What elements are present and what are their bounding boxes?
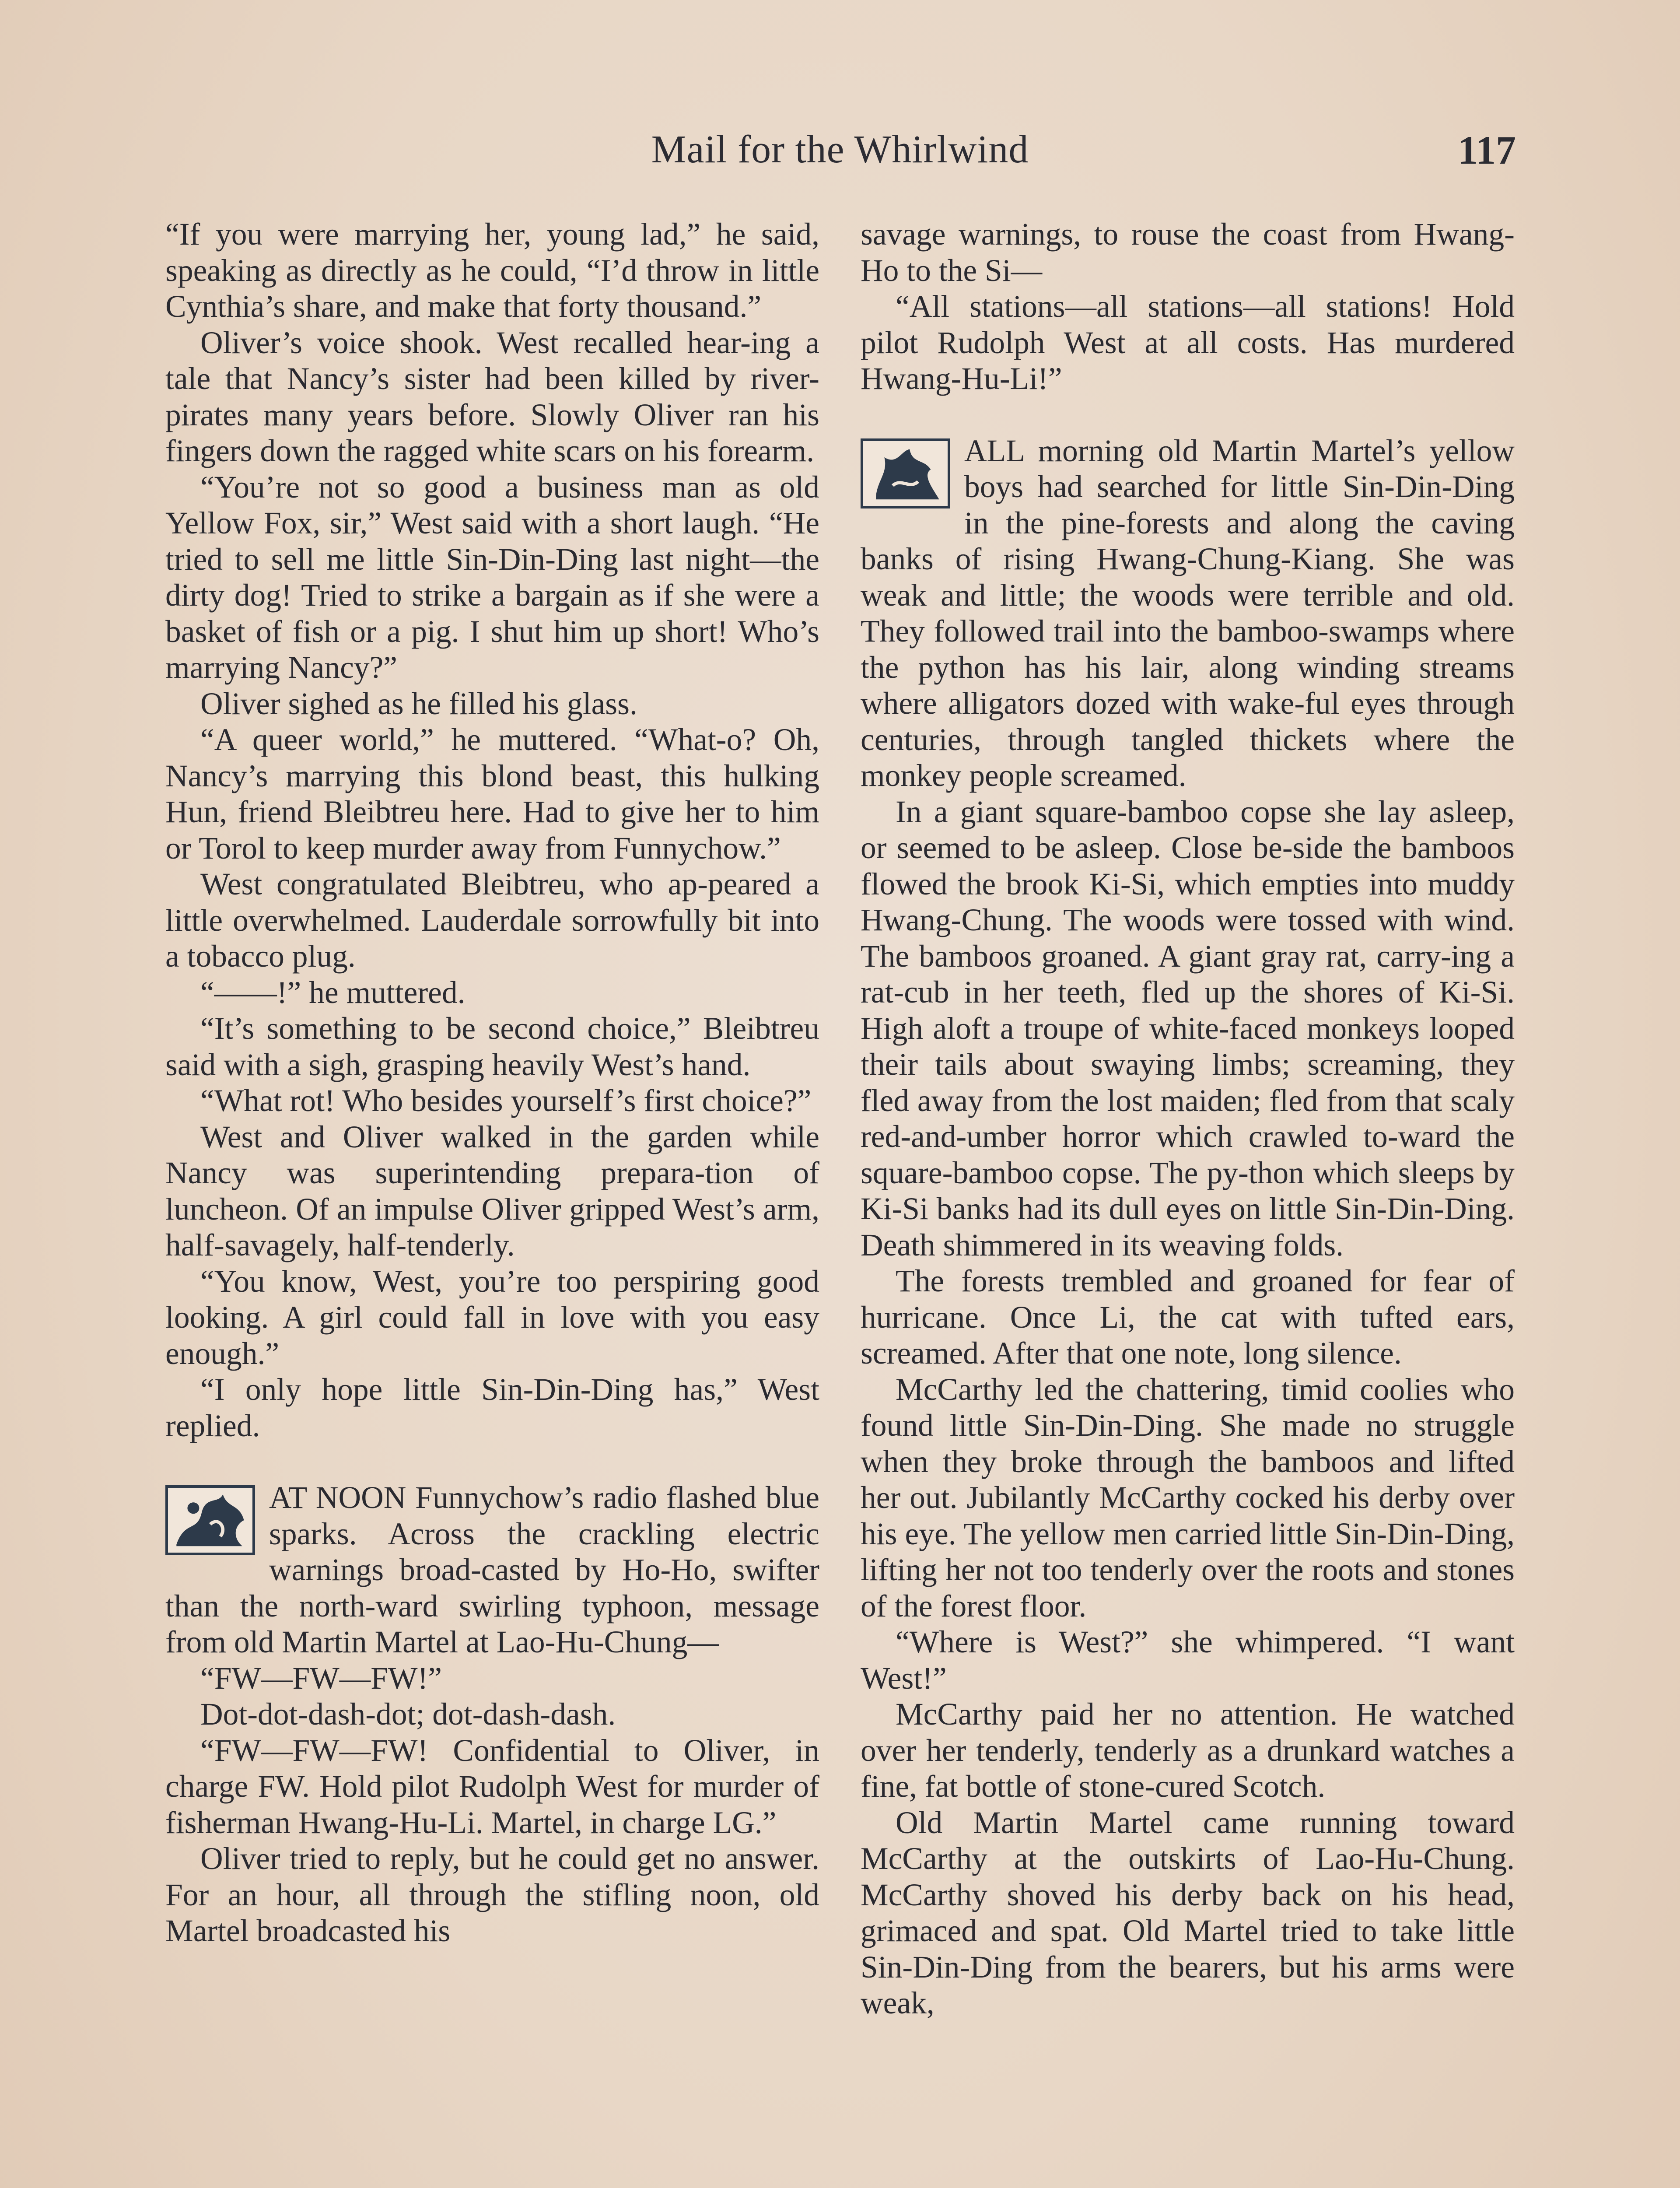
paragraph: “A queer world,” he muttered. “What-o? Oh, Nancy’s marrying this blond beast, this hulking Hun, friend Bleibtreu here. Had to give her to him or Torol to keep murder away from Funnychow.” [165,722,819,866]
paragraph: “FW—FW—FW!” [200,1661,442,1696]
ornament-dropcap-icon [165,1485,255,1555]
paragraph: McCarthy paid her no attention. He watched over her tenderly, tenderly as a drunkard watches a fine, fat bottle of stone-cured Scotch. [861,1697,1515,1804]
paragraph: Old Martin Martel came running toward McCarthy at the outskirts of Lao-Hu-Chung. McCarthy shoved his derby back on his head, grimaced and spat. Old Martel tried to take little Sin-Din-Ding from the bearers, but his arms were weak, [861,1805,1515,2020]
paragraph: Oliver’s voice shook. West recalled hear-ing a tale that Nancy’s sister had been killed by river-pirates many years before. Slowly Oliver ran his fingers down the ragged white scars on his forearm. [165,325,819,468]
paragraph: “I only hope little Sin-Din-Ding has,” West replied. [165,1372,819,1443]
paragraph: “If you were marrying her, young lad,” he said, speaking as directly as he could, “I’d throw in little Cynthia’s share, and make that forty thousand.” [165,217,819,324]
right-column [861,217,1515,2022]
paragraph: Oliver tried to reply, but he could get no answer. For an hour, all through the stifling noon, old Martel broadcasted his [165,1841,819,1948]
section-break [165,1444,819,1480]
dropcap-paragraph [861,433,1515,794]
paragraph: “Where is West?” she whimpered. “I want West!” [861,1625,1515,1696]
page-number: 117 [1458,128,1516,172]
paragraph: West and Oliver walked in the garden while Nancy was superintending prepara-tion of luncheon. Of an impulse Oliver gripped West’s arm, half-savagely, half-tenderly. [165,1119,819,1262]
paragraph: In a giant square-bamboo copse she lay asleep, or seemed to be asleep. Close be-side the bamboos flowed the brook Ki-Si, which empties into muddy Hwang-Chung. The woods were tossed with wind. The bamboos groaned. A giant gray rat, carry-ing a rat-cub in her teeth, fled up the shores of Ki-Si. High aloft a troupe of white-faced monkeys looped their tails about swaying limbs; screaming, they fled away from the lost maiden; fled from that scaly red-and-umber horror which crawled to-ward the square-bamboo copse. The py-thon which sleeps by Ki-Si banks had its dull eyes on little Sin-Din-Ding. Death shimmered in its weaving folds. [861,794,1515,1262]
paragraph-text: ALL morning old Martin Martel’s yellow boys had searched for little Sin-Din-Ding in the pine-forests and along the caving banks of rising Hwang-Chung-Kiang. She was weak and little; the woods were terrible and old. They followed trail into the bamboo-swamps where the python has his lair, along winding streams where alligators dozed with wake-ful eyes through centuries, through tangled thickets where the monkey people screamed. [861,433,1515,793]
paragraph: “It’s something to be second choice,” Bleibtreu said with a sigh, grasping heavily West’s hand. [165,1011,819,1082]
paragraph: McCarthy led the chattering, timid coolies who found little Sin-Din-Ding. She made no struggle when they broke through the bamboos and lifted her out. Jubilantly McCarthy cocked his derby over his eye. The yellow men carried little Sin-Din-Ding, lifting her not too tenderly over the roots and stones of the forest floor. [861,1372,1515,1623]
paragraph: Oliver sighed as he filled his glass. [200,686,637,721]
left-column [165,217,819,1950]
section-break [861,397,1515,433]
paragraph: West congratulated Bleibtreu, who ap-peared a little overwhelmed. Lauderdale sorrowfully bit into a tobacco plug. [165,867,819,974]
ornament-dropcap-icon [861,438,950,508]
paragraph: “You’re not so good a business man as old Yellow Fox, sir,” West said with a short laugh. “He tried to sell me little Sin-Din-Ding last night—the dirty dog! Tried to strike a bargain as if she were a basket of fish or a pig. I shut him up short! Who’s marrying Nancy?” [165,470,819,685]
paragraph: Dot-dot-dash-dot; dot-dash-dash. [200,1697,616,1732]
paragraph: “You know, West, you’re too perspiring good looking. A girl could fall in love with you easy enough.” [165,1264,819,1371]
paragraph: The forests trembled and groaned for fear of hurricane. Once Li, the cat with tufted ears, screamed. After that one note, long silence. [861,1264,1515,1371]
paragraph: “What rot! Who besides yourself’s first choice?” [200,1083,812,1118]
paragraph: “FW—FW—FW! Confidential to Oliver, in charge FW. Hold pilot Rudolph West for murder of fisherman Hwang-Hu-Li. Martel, in charge LG.” [165,1733,819,1840]
running-title: Mail for the Whirlwind [651,128,1029,171]
paragraph: “All stations—all stations—all stations! Hold pilot Rudolph West at all costs. Has murdered Hwang-Hu-Li!” [861,289,1515,396]
page-header [164,127,1516,184]
paragraph-text: AT NOON Funnychow’s radio flashed blue sparks. Across the crackling electric warnings broad-casted by Ho-Ho, swifter than the north-ward swirling typhoon, message from old Martin Martel at Lao-Hu-Chung— [165,1480,819,1659]
paragraph: “——!” he muttered. [200,975,466,1010]
paragraph: savage warnings, to rouse the coast from Hwang-Ho to the Si— [861,217,1515,288]
dropcap-paragraph [165,1480,819,1661]
